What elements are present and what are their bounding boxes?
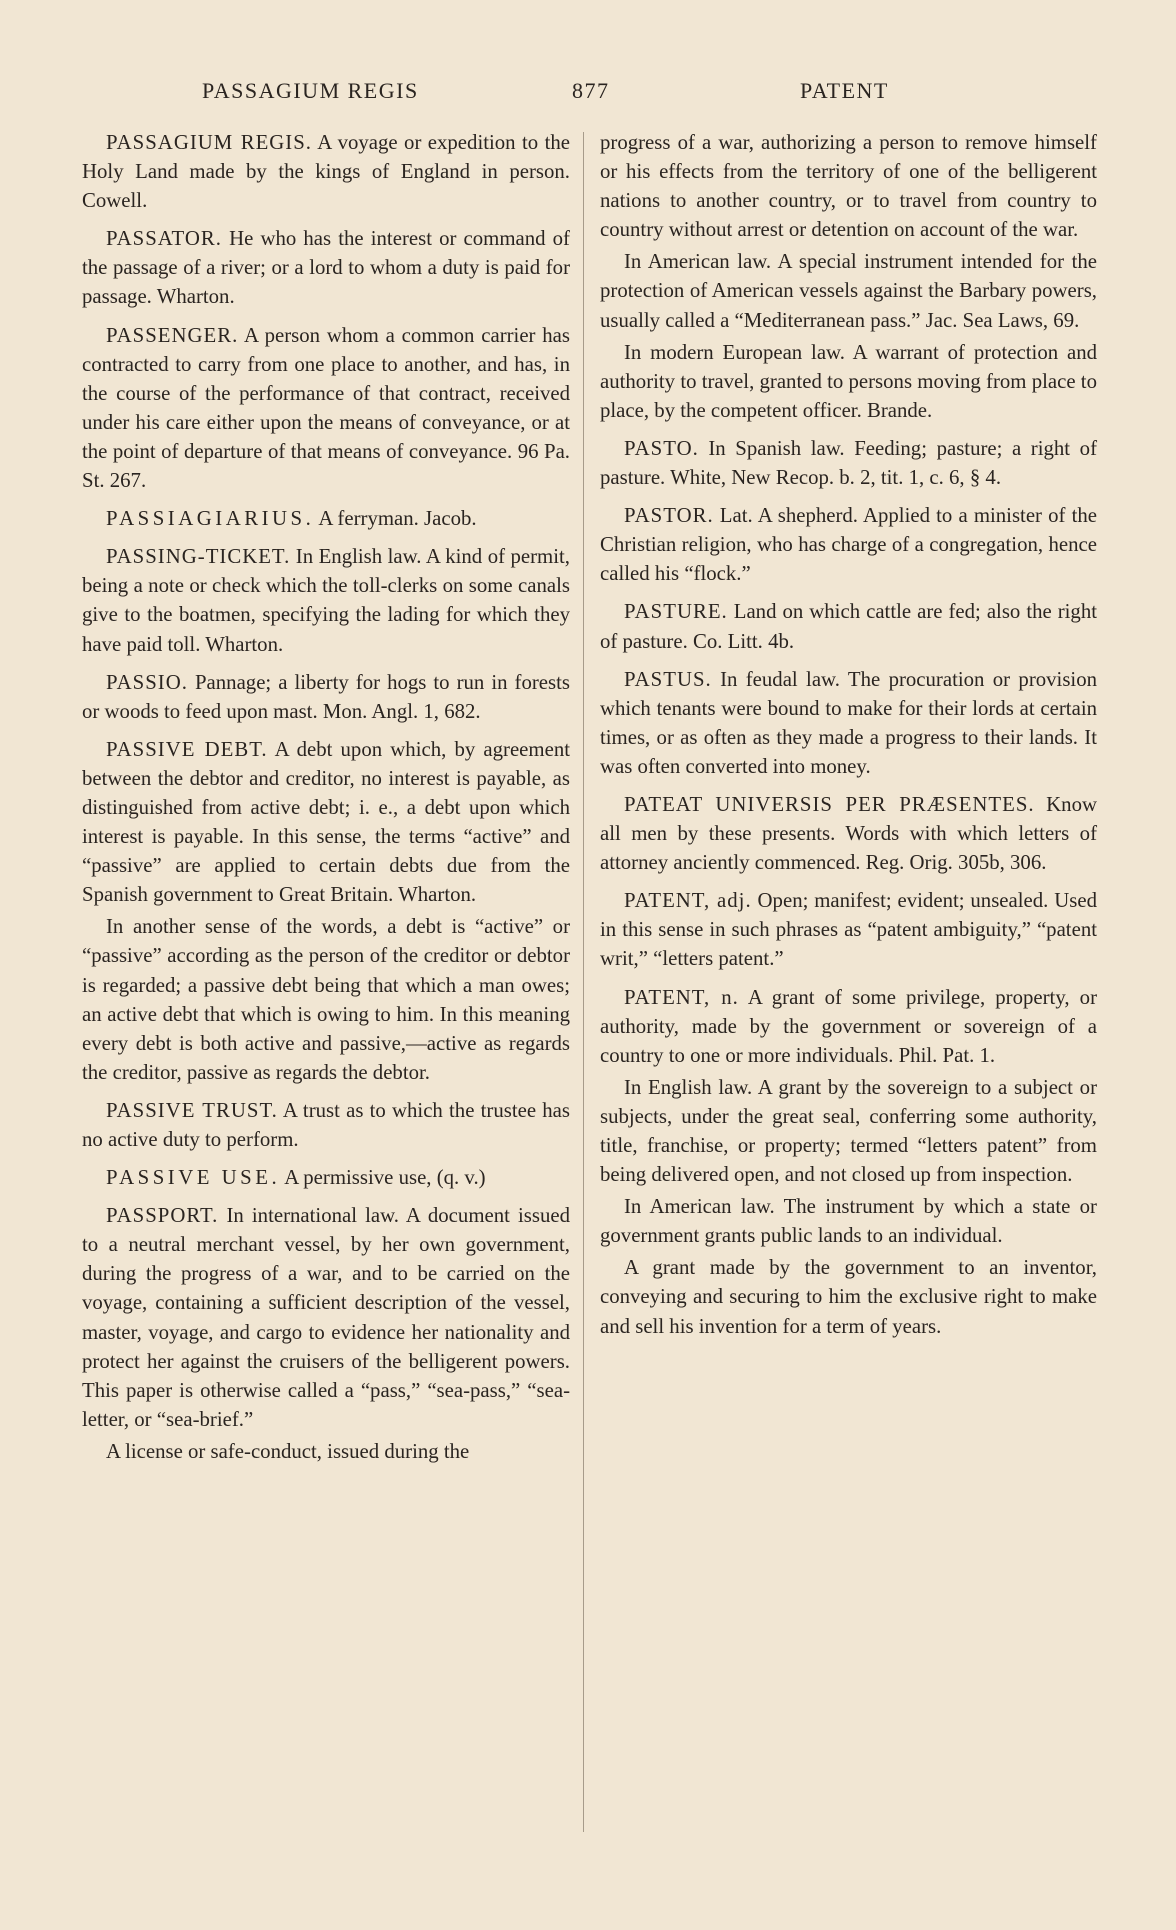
entry-passing-ticket: [82, 542, 570, 658]
definition: Know all men by these presents. Words with which letters of attorney anciently commenced. Reg. Orig. 305b, 306.: [600, 792, 1097, 875]
definition: In English law. A grant by the sovereign to a subject or subjects, under the great seal, conferring some authority, title, franchise, or property; termed “letters patent” from being delivered open, and not closed up from inspection.: [600, 1075, 1097, 1187]
entry-passagium-regis: [82, 128, 570, 215]
definition: He who has the interest or command of the passage of a river; or a lord to whom a duty is paid for passage. Wharton.: [82, 227, 570, 309]
entry-pastus: [600, 665, 1097, 781]
entry-passenger: [82, 321, 570, 496]
headword: PASSIO.: [106, 670, 188, 694]
headword: PASSAGIUM REGIS.: [106, 131, 312, 154]
entry-pasto: [600, 434, 1097, 492]
definition: A voyage or expedition to the Holy Land made by the kings of England in person. Cowell.: [82, 131, 570, 213]
headword: PASTUS.: [624, 667, 712, 691]
entry-patent-english: [600, 1073, 1097, 1189]
header-right-guideword: PATENT: [800, 78, 889, 103]
definition: A ferryman. Jacob.: [314, 507, 477, 531]
definition: In American law. A special instrument intended for the protection of American vessels against the Barbary powers, usually called a “Mediterranean pass.” Jac. Sea Laws, 69.: [600, 250, 1097, 332]
definition: A person whom a common carrier has contracted to carry from one place to another, and has, in the course of the performance of that contract, received under his care either upon the means of conveyance, or at the point of departure of that means of conveyance. 96 Pa. St. 267.: [82, 323, 570, 493]
entry-passport: [82, 1201, 570, 1434]
entry-passator: [82, 224, 570, 311]
entry-patent-invention: [600, 1253, 1097, 1340]
headword: PASSENGER.: [106, 323, 239, 347]
headword: PASSING-TICKET.: [106, 545, 291, 569]
definition: A permissive use, (q. v.): [280, 1166, 486, 1190]
definition: In English law. A kind of permit, being a note or check which the toll-clerks on some canals give to the boatmen, specifying the lading for which they have paid toll. Wharton.: [82, 545, 570, 656]
entry-pasture: [600, 597, 1097, 655]
definition: A license or safe-conduct, issued during the: [106, 1439, 470, 1463]
definition: In feudal law. The procuration or provision which tenants were bound to make for their lords at certain times, or as often as they made a progress to their lands. It was often converted into money.: [600, 667, 1097, 778]
definition: In Spanish law. Feeding; pasture; a right of pasture. White, New Recop. b. 2, tit. 1, c. 6, § 4.: [600, 436, 1097, 490]
column-divider: [583, 132, 584, 1832]
header-left-guideword: PASSAGIUM REGIS: [202, 78, 419, 103]
headword: PASTO.: [624, 436, 699, 460]
definition: progress of a war, authorizing a person to remove himself or his effects from the territory of one of the belligerent nations to another country, or to travel from country to country without arrest or detention on account of the war.: [600, 131, 1097, 242]
definition: In international law. A document issued to a neutral merchant vessel, by her own government, during the progress of a war, and to be carried on the voyage, containing a sufficient description of the vessel, master, voyage, and cargo to evidence her nationality and protect her against the cruisers of the belligerent powers. This paper is otherwise called a “pass,” “sea-pass,” “sea-letter, or “sea-brief.”: [82, 1204, 570, 1431]
definition: In modern European law. A warrant of protection and authority to travel, granted to persons moving from place to place, by the competent officer. Brande.: [600, 340, 1097, 422]
definition: A grant of some privilege, property, or authority, made by the government or sovereign of a country to one or more individuals. Phil. Pat. 1.: [600, 985, 1097, 1067]
definition: A debt upon which, by agreement between the debtor and creditor, no interest is payable, as distinguished from active debt; i. e., a debt upon which interest is payable. In this sense, the terms “active” and “passive” are applied to certain debts due from the Spanish government to Great Britain. Wharton.: [82, 737, 570, 907]
entry-passiagiarius: [82, 504, 570, 533]
headword: PASSATOR.: [106, 227, 222, 251]
definition: Land on which cattle are fed; also the right of pasture. Co. Litt. 4b.: [600, 600, 1097, 653]
headword: PASSIAGIARIUS.: [106, 507, 315, 531]
entry-passive-use: [82, 1163, 570, 1192]
definition: In another sense of the words, a debt is “active” or “passive” according as the person of the creditor or debtor is regarded; a passive debt being that which a man owes; an active debt that which is owing to him. In this meaning every debt is both active and passive,—active as regards the creditor, passive as regards the debtor.: [82, 915, 570, 1084]
running-header: [0, 74, 1176, 110]
page-number: 877: [572, 78, 610, 103]
entry-passport-carryover: [600, 128, 1097, 244]
definition: A grant made by the government to an inventor, conveying and securing to him the exclusive right to make and sell his invention for a term of years.: [600, 1256, 1097, 1338]
headword: PASSIVE TRUST.: [106, 1098, 278, 1122]
entry-pastor: [600, 501, 1097, 588]
definition: Pannage; a liberty for hogs to run in forests or woods to feed upon mast. Mon. Angl. 1, 682.: [82, 670, 570, 723]
definition: In American law. The instrument by which a state or government grants public lands to an individual.: [600, 1195, 1097, 1248]
entry-patent-adj: [600, 886, 1097, 973]
entry-passport-continued: [82, 1437, 570, 1466]
entry-patent-american: [600, 1192, 1097, 1250]
entry-passio: [82, 668, 570, 726]
headword: PASSPORT.: [106, 1204, 219, 1228]
headword: PATENT, n.: [624, 985, 739, 1009]
definition: Lat. A shepherd. Applied to a minister of the Christian religion, who has charge of a congregation, hence called his “flock.”: [600, 504, 1097, 586]
entry-passport-american: [600, 247, 1097, 334]
left-column: [82, 128, 570, 1475]
headword: PASSIVE DEBT.: [106, 737, 268, 761]
entry-passive-debt: [82, 735, 570, 910]
definition: Open; manifest; evident; unsealed. Used in this sense in such phrases as “patent ambiguity,” “patent writ,” “letters patent.”: [600, 889, 1097, 971]
headword: PATENT, adj.: [624, 889, 752, 913]
entry-passport-european: [600, 338, 1097, 425]
entry-passive-trust: [82, 1096, 570, 1154]
entry-pateat-universis: [600, 790, 1097, 877]
right-column: [600, 128, 1097, 1350]
entry-patent-n: [600, 983, 1097, 1070]
entry-passive-debt-continued: [82, 912, 570, 1087]
definition: A trust as to which the trustee has no active duty to perform.: [82, 1098, 570, 1151]
headword: PASTURE.: [624, 600, 728, 624]
headword: PASSIVE USE.: [106, 1166, 281, 1190]
headword: PATEAT UNIVERSIS PER PRÆSENTES.: [624, 792, 1035, 816]
headword: PASTOR.: [624, 504, 714, 528]
